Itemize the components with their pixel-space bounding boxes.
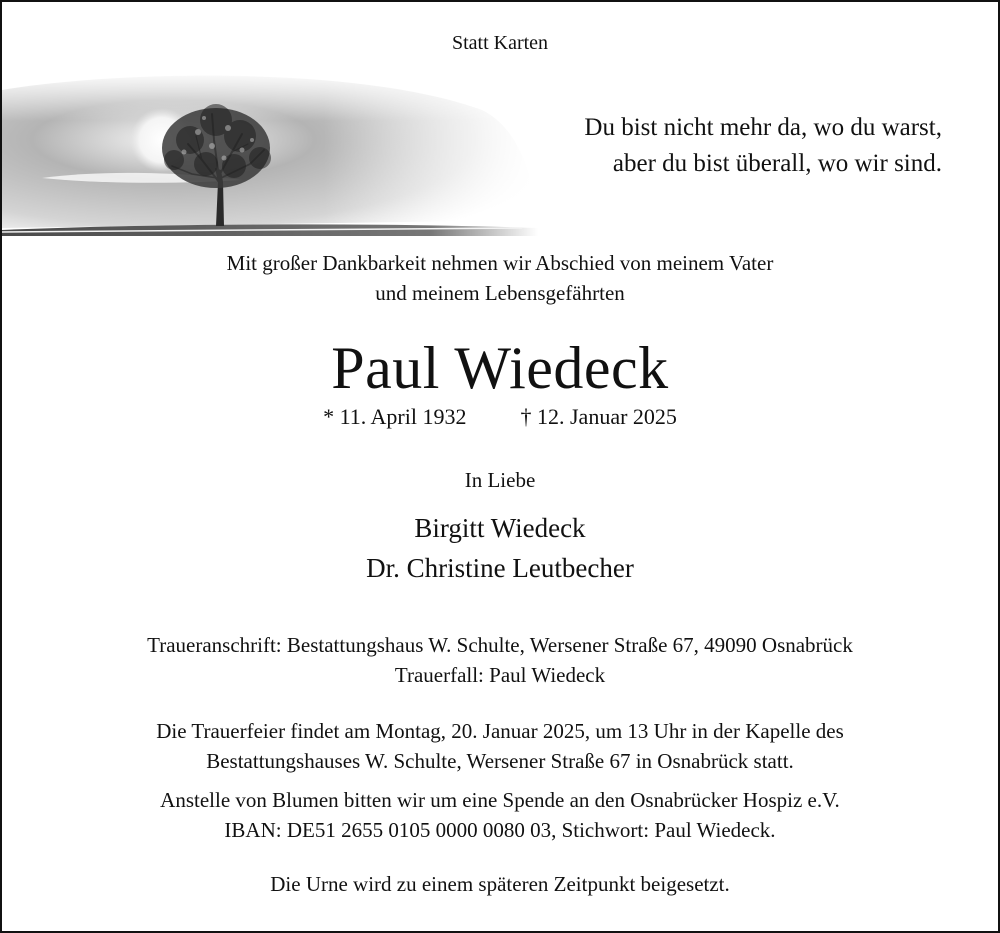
quote-line: Du bist nicht mehr da, wo du warst, — [584, 114, 942, 141]
tree-at-sunset-illustration — [2, 70, 538, 240]
ceremony-line: Bestattungshauses W. Schulte, Wersener Straße 67 in Osnabrück statt. — [206, 749, 794, 773]
header-text: Statt Karten — [451, 32, 549, 54]
deceased-name: Paul Wiedeck — [331, 335, 669, 401]
donation-info — [2, 785, 998, 845]
memorial-quote — [584, 110, 942, 182]
mourner-name: Dr. Christine Leutbecher — [366, 553, 634, 583]
mourning-address — [2, 630, 998, 690]
intro-line: Mit großer Dankbarkeit nehmen wir Abschied von meinem Vater — [226, 251, 774, 275]
intro-line: und meinem Lebensgefährten — [375, 281, 625, 305]
life-dates — [2, 402, 998, 432]
quote-line: aber du bist überall, wo wir sind. — [612, 150, 942, 177]
donation-line: IBAN: DE51 2655 0105 0000 0080 03, Stichwort: Paul Wiedeck. — [224, 818, 776, 842]
death-date: † 12. Januar 2025 — [520, 404, 677, 429]
donation-line: Anstelle von Blumen bitten wir um eine Spende an den Osnabrücker Hospiz e.V. — [160, 788, 840, 812]
farewell-intro — [2, 248, 998, 308]
mourner-names — [2, 508, 998, 588]
birth-date: * 11. April 1932 — [323, 404, 467, 429]
ceremony-info — [2, 716, 998, 776]
mourner-name: Birgitt Wiedeck — [414, 513, 586, 543]
burial-note: Die Urne wird zu einem späteren Zeitpunkt beigesetzt. — [270, 872, 730, 896]
address-line: Traueranschrift: Bestattungshaus W. Schulte, Wersener Straße 67, 49090 Osnabrück — [147, 633, 853, 657]
ceremony-line: Die Trauerfeier findet am Montag, 20. Januar 2025, um 13 Uhr in der Kapelle des — [156, 719, 844, 743]
address-line: Trauerfall: Paul Wiedeck — [394, 663, 606, 687]
mourners-intro: In Liebe — [464, 468, 536, 492]
